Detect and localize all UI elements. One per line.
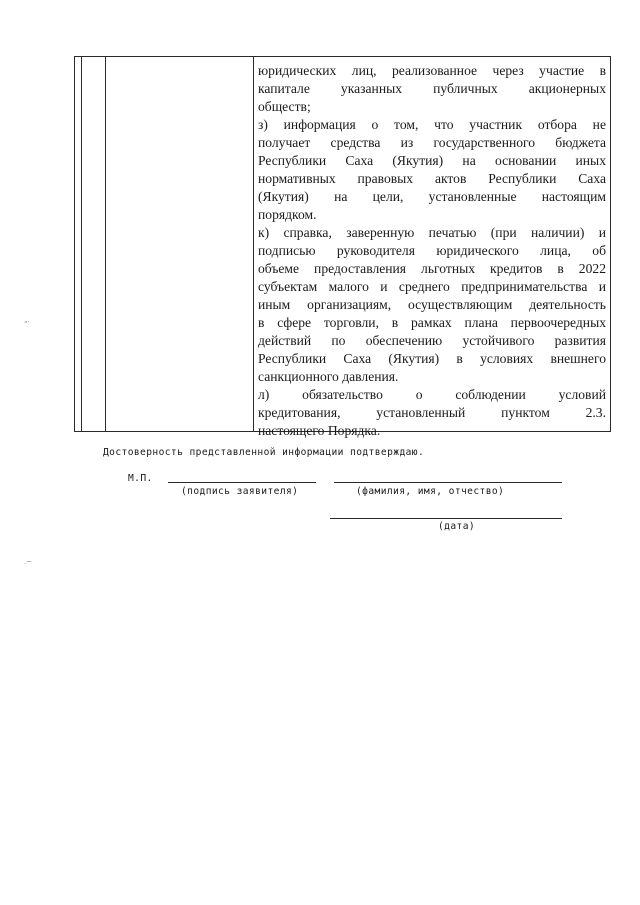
table-column-divider [105,57,106,431]
requirements-cell-text [258,62,606,440]
table-column-divider [81,57,82,431]
table-text-line: настоящего Порядка. [258,423,381,438]
table-text-line: действий по обеспечению устойчивого развития [258,333,606,348]
table-text-line: Республики Саха (Якутия) в условиях внешнего [258,351,606,366]
applicant-signature-line [168,482,316,483]
table-text-line: Республики Саха (Якутия) на основании иных [258,153,606,168]
table-text-line: нормативных правовых актов Республики Саха [258,171,606,186]
table-text-line: подписью руководителя юридического лица, об [258,243,606,258]
table-text-line: обществ; [258,99,311,114]
full-name-line [334,482,562,483]
table-text-line: кредитования, установленный пунктом 2.3. [258,405,606,420]
table-text-line: л) обязательство о соблюдении условий [258,387,606,402]
date-caption: (дата) [438,521,476,532]
date-line [330,518,562,519]
confirmation-text: Достоверность представленной информации подтверждаю. [103,447,425,458]
table-text-line: в сфере торговли, в рамках плана первоочередных [258,315,606,330]
table-column-divider [253,57,254,431]
table-text-line: к) справка, заверенную печатью (при наличии) и [258,225,606,240]
table-text-line: получает средства из государственного бюджета [258,135,606,150]
stamp-placeholder-label: М.П. [128,473,153,484]
full-name-caption: (фамилия, имя, отчество) [356,486,505,497]
scan-artifact: „. [24,316,30,324]
table-text-line: иным организациям, осуществляющим деятельность [258,297,606,312]
table-text-line: капитале указанных публичных акционерных [258,81,606,96]
table-text-line: порядком. [258,207,317,222]
table-text-line: (Якутия) на цели, установленные настоящим [258,189,606,204]
table-text-line: юридических лиц, реализованное через участие в [258,63,606,78]
scan-artifact: .~ [24,558,33,566]
table-text-line: субъектам малого и среднего предпринимательства и [258,279,606,294]
table-text-line: объеме предоставления льготных кредитов в 2022 [258,261,606,276]
table-text-line: санкционного давления. [258,369,399,384]
applicant-signature-caption: (подпись заявителя) [181,486,299,497]
table-text-line: з) информация о том, что участник отбора не [258,117,606,132]
